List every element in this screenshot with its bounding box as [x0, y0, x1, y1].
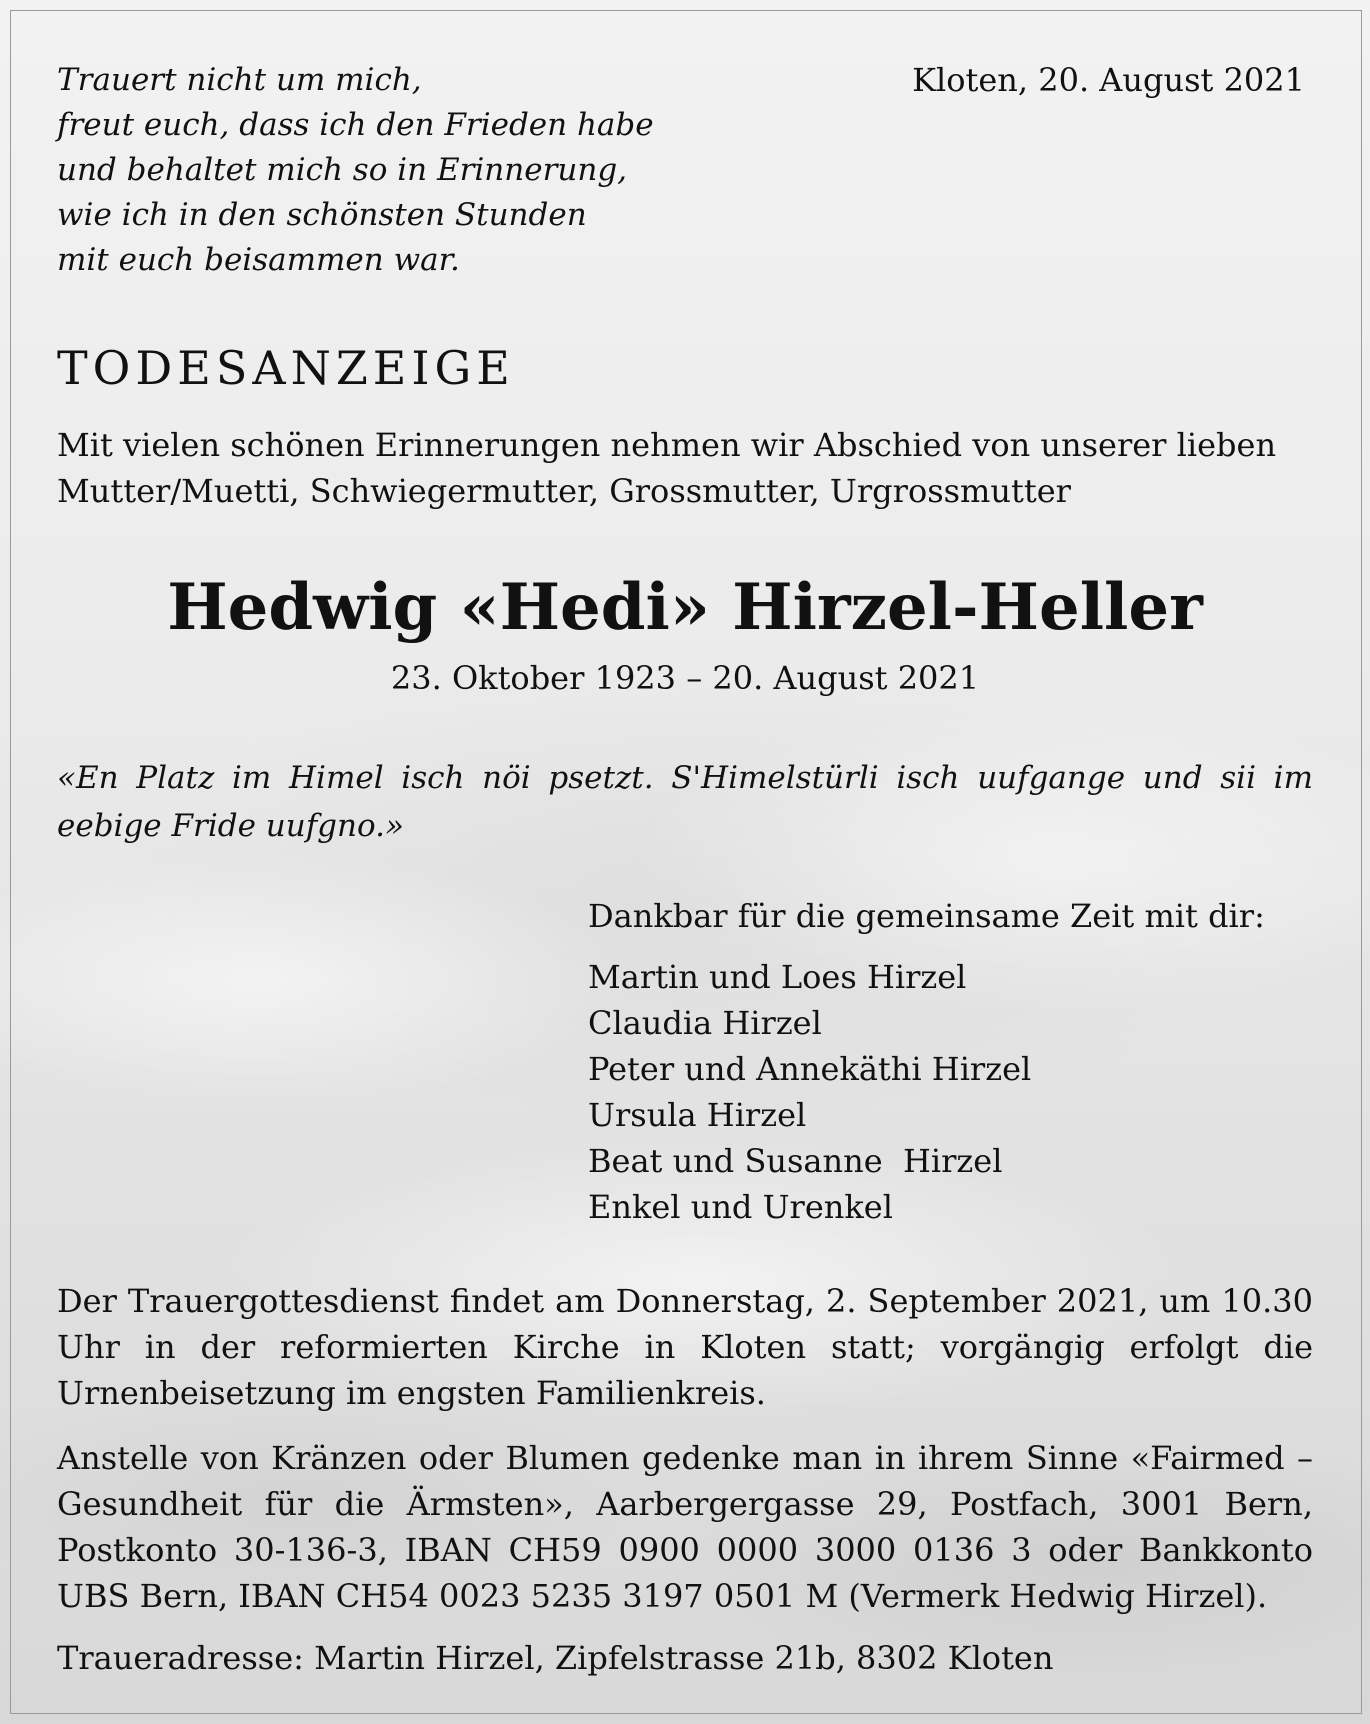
thanks-line: Dankbar für die gemeinsame Zeit mit dir:: [588, 897, 1265, 935]
poem-line: freut euch, dass ich den Frieden habe: [57, 107, 654, 143]
mourner-name: Martin und Loes Hirzel: [588, 958, 967, 996]
mourners-list: [588, 954, 1031, 1230]
mourner-name: Claudia Hirzel: [588, 1004, 822, 1042]
notice-intro: [57, 422, 1317, 514]
mourner-name: Enkel und Urenkel: [588, 1188, 893, 1226]
intro-line: Mit vielen schönen Erinnerungen nehmen wir Abschied von unserer lieben: [57, 426, 1277, 464]
mourner-name: Ursula Hirzel: [588, 1096, 807, 1134]
poem: [57, 58, 757, 283]
mourning-address: Traueradresse: Martin Hirzel, Zipfelstrasse 21b, 8302 Kloten: [57, 1639, 1054, 1677]
memorial-quote: «En Platz im Himel isch nöi psetzt. S'Himelstürli isch uufgange und sii im eebige Fride uufgno.»: [57, 760, 1313, 844]
deceased-name: Hedwig «Hedi» Hirzel-Heller: [167, 570, 1203, 645]
intro-line: Mutter/Muetti, Schwiegermutter, Grossmutter, Urgrossmutter: [57, 472, 1071, 510]
poem-line: Trauert nicht um mich,: [57, 62, 422, 98]
poem-line: und behaltet mich so in Erinnerung,: [57, 152, 628, 188]
mourner-name: Peter und Annekäthi Hirzel: [588, 1050, 1032, 1088]
mourner-name: Beat und Susanne Hirzel: [588, 1142, 1003, 1180]
donation-paragraph: Anstelle von Kränzen oder Blumen gedenke man in ihrem Sinne «Fairmed – Gesundheit für die Ärmsten», Aarbergergasse 29, Postfach, 3001 Bern, Postkonto 30-136-3, IBAN CH59 0900 0000 3000 0136 3 oder Bankkonto UBS Bern, IBAN CH54 0023 5235 3197 0501 M (Vermerk Hedwig Hirzel).: [57, 1439, 1313, 1615]
lifespan-dates: 23. Oktober 1923 – 20. August 2021: [390, 659, 980, 697]
notice-heading: TODESANZEIGE: [57, 341, 515, 395]
poem-line: wie ich in den schönsten Stunden: [57, 197, 587, 233]
service-paragraph: Der Trauergottesdienst findet am Donnerstag, 2. September 2021, um 10.30 Uhr in der reformierten Kirche in Kloten statt; vorgängig erfolgt die Urnenbeisetzung im engsten Familienkreis.: [57, 1282, 1313, 1412]
place-date: Kloten, 20. August 2021: [912, 61, 1305, 99]
poem-line: mit euch beisammen war.: [57, 242, 460, 278]
